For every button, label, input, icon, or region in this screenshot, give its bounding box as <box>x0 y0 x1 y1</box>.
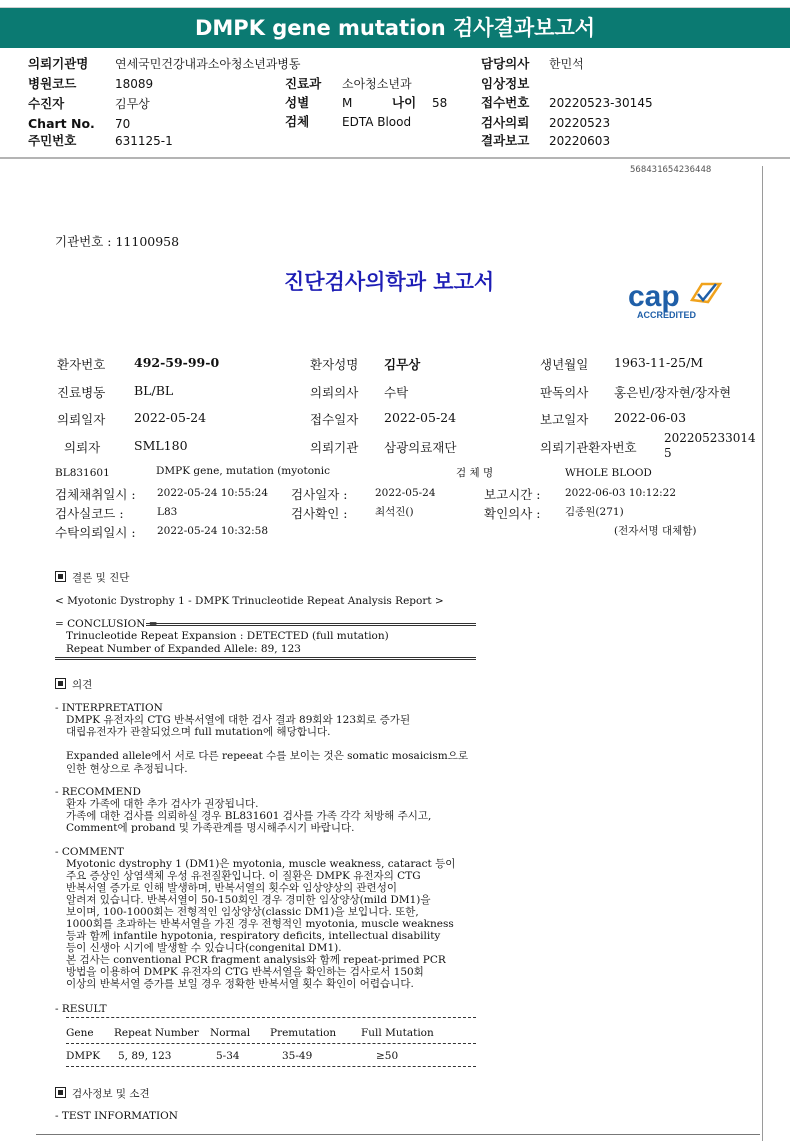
interpretation-line-1: DMPK 유전자의 CTG 반복서열에 대한 검사 결과 89회와 123회로 증가된 <box>66 714 411 726</box>
cap-accredited-text: ACCREDITED <box>637 310 697 320</box>
age-value: 58 <box>432 96 448 110</box>
cap-logo-text: cap <box>628 280 680 313</box>
section-opinion-label: 의견 <box>72 679 93 691</box>
section-square-icon <box>55 1087 66 1098</box>
interpretation-line-4: Expanded allele에서 서로 다른 repeeat 수를 보이는 것은 somatic mosaicism으로 <box>66 750 469 762</box>
cap-accredited-logo <box>628 278 728 322</box>
comment-heading: - COMMENT <box>55 846 124 858</box>
header-divider <box>0 157 790 159</box>
specimen-label: 검체 <box>285 114 310 129</box>
result-col-repeat: Repeat Number <box>114 1027 199 1039</box>
result-cell-full-mutation: ≥50 <box>376 1050 399 1062</box>
result-col-gene: Gene <box>66 1027 94 1039</box>
result-heading: - RESULT <box>55 1003 107 1015</box>
conclusion-bottom-rule <box>55 657 476 660</box>
sex-label: 성별 <box>285 95 310 110</box>
grid-label-req-doctor: 의뢰의사 <box>310 385 359 400</box>
consign-value: 2022-05-24 10:32:58 <box>157 525 269 537</box>
comment-line-8: 등이 신생아 시기에 발생할 수 있습니다(congenital DM1). <box>66 942 342 954</box>
result-rule-bottom <box>66 1066 476 1067</box>
report-time-value: 2022-06-03 10:12:22 <box>565 487 677 499</box>
report-title: 진단검사의학과 보고서 <box>284 269 495 294</box>
hospital-code-label: 병원코드 <box>28 76 77 91</box>
comment-line-6: 1000회를 초과하는 반복서열을 가진 경우 전형적인 myotonia, muscle weakness <box>66 918 454 930</box>
grid-value-birth: 1963-11-25/M <box>614 355 704 370</box>
grid-label-patient-no: 환자번호 <box>57 357 106 372</box>
specimen-name-value: WHOLE BLOOD <box>565 467 652 479</box>
result-col-normal: Normal <box>210 1027 251 1039</box>
interpretation-line-5: 인한 현상으로 추정됩니다. <box>66 763 188 775</box>
comment-line-3: 반복서열 증가로 인해 발생하며, 반복서열의 횟수와 임상양상의 관련성이 <box>66 882 397 894</box>
lab-code-value: L83 <box>157 506 178 518</box>
chart-no-value: 70 <box>115 117 131 131</box>
clinical-info-label: 임상정보 <box>481 76 530 91</box>
grid-label-patient-name: 환자성명 <box>310 357 359 372</box>
section-conclusion <box>55 571 129 584</box>
test-confirm-value: 최석진() <box>375 506 414 518</box>
attending-doctor-label: 담당의사 <box>481 56 530 71</box>
result-cell-normal: 5-34 <box>216 1050 240 1062</box>
report-banner-title: DMPK gene mutation 검사결과보고서 <box>0 7 790 48</box>
grid-value-inst-patient-no-1: 202205233014 <box>664 431 756 445</box>
grid-value-requester: SML180 <box>134 438 188 453</box>
conclusion-heading: = CONCLUSION = <box>55 618 158 630</box>
grid-label-inst-patient-no: 의뢰기관환자번호 <box>540 440 637 455</box>
hospital-name-label: 의뢰기관명 <box>28 56 89 71</box>
recommend-heading: - RECOMMEND <box>55 786 141 798</box>
collect-value: 2022-05-24 10:55:24 <box>157 487 269 499</box>
report-analysis-name: < Myotonic Dystrophy 1 - DMPK Trinucleotide Repeat Analysis Report > <box>55 595 444 607</box>
test-request-label: 검사의뢰 <box>481 115 530 130</box>
result-report-label: 결과보고 <box>481 133 530 148</box>
lab-code-label: 검사실코드 : <box>55 506 124 521</box>
grid-value-ward: BL/BL <box>134 383 174 398</box>
result-rule-top <box>66 1017 476 1018</box>
age-label: 나이 <box>392 95 417 110</box>
resident-no-value: 631125-1 <box>115 134 173 148</box>
test-information-heading: - TEST INFORMATION <box>55 1110 178 1122</box>
grid-value-req-institution: 삼광의료재단 <box>384 440 457 455</box>
conclusion-line-1: Trinucleotide Repeat Expansion : DETECTED (full mutation) <box>66 630 389 642</box>
comment-line-5: 보이며, 100-1000회는 전형적인 임상양상(classic DM1)을 보입니다. 또한, <box>66 906 419 918</box>
test-date-value: 2022-05-24 <box>375 487 436 499</box>
grid-value-inst-patient-no-2: 5 <box>664 446 672 460</box>
comment-line-10: 방법을 이용하여 DMPK 유전자의 CTG 반복서열을 확인하는 검사로서 150회 <box>66 966 424 978</box>
grid-label-birth: 생년월일 <box>540 357 589 372</box>
grid-label-report-date: 보고일자 <box>540 412 589 427</box>
department-label: 진료과 <box>285 76 322 91</box>
interpretation-line-2: 대립유전자가 관찰되었으며 full mutation에 해당합니다. <box>66 726 331 738</box>
sex-value: M <box>342 96 353 110</box>
result-col-premutation: Premutation <box>270 1027 337 1039</box>
result-rule-mid <box>66 1043 476 1044</box>
grid-label-req-date: 의뢰일자 <box>57 412 106 427</box>
section-test-info <box>55 1087 150 1100</box>
confirm-doctor-value: 김종원(271) <box>565 506 624 518</box>
comment-line-11: 이상의 반복서열 증가를 보일 경우 정확한 반복서열 횟수 확인이 어렵습니다. <box>66 978 414 990</box>
cut-barcode-number: 568431654236448 <box>630 165 712 175</box>
result-cell-premutation: 35-49 <box>282 1050 313 1062</box>
collect-label: 검체채취일시 : <box>55 487 136 502</box>
grid-value-req-doctor: 수탁 <box>384 385 409 400</box>
specimen-name-label: 검 체 명 <box>456 467 494 479</box>
institution-number: 기관번호 : 11100958 <box>55 234 180 249</box>
comment-line-9: 본 검사는 conventional PCR fragment analysis와 함께 repeat-primed PCR <box>66 954 446 966</box>
patient-value: 김무상 <box>115 97 150 111</box>
hospital-name-value: 연세국민건강내과소아청소년과병동 <box>115 57 301 71</box>
grid-label-receipt-date: 접수일자 <box>310 412 359 427</box>
result-col-full-mutation: Full Mutation <box>361 1027 434 1039</box>
conclusion-line-2: Repeat Number of Expanded Allele: 89, 123 <box>66 643 301 655</box>
test-date-label: 검사일자 : <box>291 487 348 502</box>
comment-line-7: 등과 함께 infantile hypotonia, respiratory deficits, intellectual disability <box>66 930 441 942</box>
recommend-line-2: 가족에 대한 검사를 의뢰하실 경우 BL831601 검사를 가족 각각 처방해 주시고, <box>66 810 432 822</box>
test-confirm-label: 검사확인 : <box>291 506 348 521</box>
section-square-icon <box>55 678 66 689</box>
section-opinion <box>55 678 92 691</box>
grid-label-ward: 진료병동 <box>57 385 106 400</box>
consign-label: 수탁의뢰일시 : <box>55 525 136 540</box>
grid-value-read-doctor: 홍은빈/장자현/장자현 <box>614 385 732 400</box>
resident-no-label: 주민번호 <box>28 133 77 148</box>
grid-label-read-doctor: 판독의사 <box>540 385 589 400</box>
grid-label-req-institution: 의뢰기관 <box>310 440 359 455</box>
grid-value-patient-name: 김무상 <box>384 357 421 372</box>
department-value: 소아청소년과 <box>342 77 412 91</box>
grid-value-patient-no: 492-59-99-0 <box>134 355 220 370</box>
test-request-value: 20220523 <box>549 116 611 130</box>
section-test-info-label: 검사정보 및 소견 <box>72 1088 150 1100</box>
patient-label: 수진자 <box>28 96 65 111</box>
hospital-code-value: 18089 <box>115 77 154 91</box>
test-name: DMPK gene, mutation (myotonic <box>156 465 331 477</box>
electronic-signature-note: (전자서명 대체함) <box>614 525 697 537</box>
result-cell-gene: DMPK <box>66 1050 101 1062</box>
comment-line-1: Myotonic dystrophy 1 (DM1)은 myotonia, muscle weakness, cataract 등이 <box>66 858 456 870</box>
section-conclusion-label: 결론 및 진단 <box>72 572 130 584</box>
interpretation-heading: - INTERPRETATION <box>55 702 163 714</box>
cap-logo-icon <box>628 278 728 322</box>
grid-label-requester: 의뢰자 <box>64 440 101 455</box>
result-cell-repeat: 5, 89, 123 <box>118 1050 172 1062</box>
section-square-icon <box>55 571 66 582</box>
grid-value-report-date: 2022-06-03 <box>614 410 687 425</box>
recommend-line-1: 환자 가족에 대한 추가 검사가 권장됩니다. <box>66 798 259 810</box>
specimen-value: EDTA Blood <box>342 115 412 129</box>
recommend-line-3: Comment에 proband 및 가족관계를 명시해주시기 바랍니다. <box>66 822 355 834</box>
confirm-doctor-label: 확인의사 : <box>484 506 541 521</box>
scanned-report-bottom-line <box>36 1134 760 1135</box>
chart-no-label: Chart No. <box>28 116 95 131</box>
receipt-no-label: 접수번호 <box>481 95 530 110</box>
grid-value-req-date: 2022-05-24 <box>134 410 207 425</box>
conclusion-top-rule <box>146 623 476 626</box>
result-report-value: 20220603 <box>549 134 611 148</box>
attending-doctor-value: 한민석 <box>549 57 584 71</box>
test-code: BL831601 <box>55 467 110 479</box>
report-time-label: 보고시간 : <box>484 487 541 502</box>
comment-line-4: 알려져 있습니다. 반복서열이 50-150회인 경우 경미한 임상양상(mild DM1)을 <box>66 894 431 906</box>
comment-line-2: 주요 증상인 상염색체 우성 유전질환입니다. 이 질환은 DMPK 유전자의 CTG <box>66 870 421 882</box>
grid-value-receipt-date: 2022-05-24 <box>384 410 457 425</box>
receipt-no-value: 20220523-30145 <box>549 96 653 110</box>
